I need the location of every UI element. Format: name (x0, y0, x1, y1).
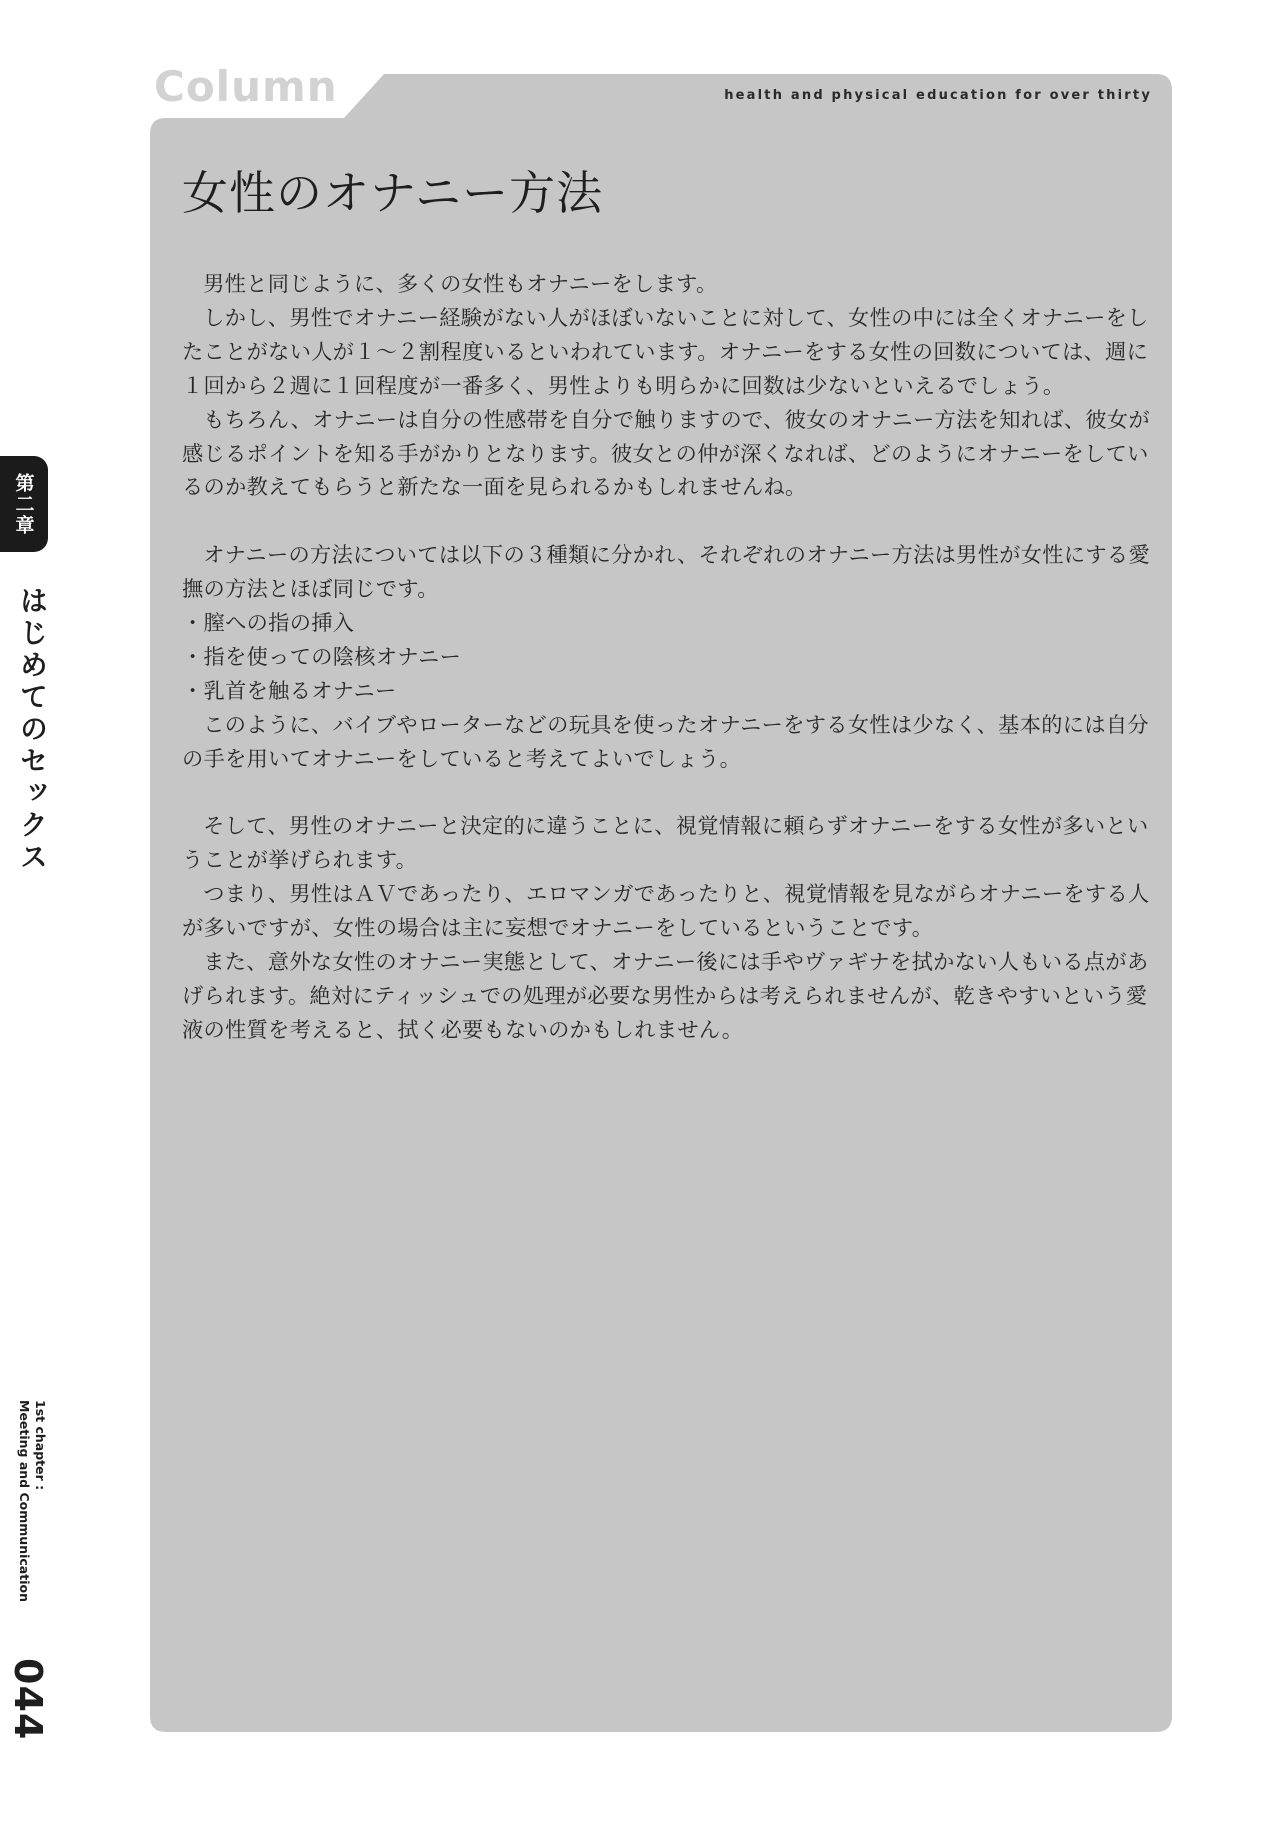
list-item: ・指を使っての陰核オナニー (182, 643, 462, 669)
paragraph: もちろん、オナニーは自分の性感帯を自分で触りますので、彼女のオナニー方法を知れば、彼女が感じるポイントを知る手がかりとなります。彼女との仲が深くなれば、どのようにオナニーをしているのか教えてもらうと新たな一面を見られるかもしれませんね。 (182, 406, 1150, 500)
chapter-tab (0, 456, 48, 552)
paragraph-gap (182, 776, 1152, 810)
article-body (182, 267, 1152, 1047)
paragraph: オナニーの方法については以下の３種類に分かれ、それぞれのオナニー方法は男性が女性にする愛撫の方法とほぼ同じです。 (182, 542, 1150, 602)
column-label: Column (154, 62, 338, 111)
series-subtitle: health and physical education for over thirty (724, 88, 1152, 103)
paragraph: このように、バイブやローターなどの玩具を使ったオナニーをする女性は少なく、基本的には自分の手を用いてオナニーをしていると考えてよいでしょう。 (182, 711, 1149, 771)
paragraph: そして、男性のオナニーと決定的に違うことに、視覚情報に頼らずオナニーをする女性が多いということが挙げられます。 (182, 813, 1149, 873)
page-number: 044 (6, 1658, 50, 1741)
chapter-tab-label: 第二章 (12, 472, 35, 536)
chapter-english-line2: Meeting and Communication (17, 1400, 32, 1602)
paragraph: しかし、男性でオナニー経験がない人がほぼいないことに対して、女性の中には全くオナニーをしたことがない人が１～２割程度いるといわれています。オナニーをする女性の回数については、週に１回から２週に１回程度が一番多く、男性よりも明らかに回数は少ないといえるでしょう。 (182, 304, 1149, 398)
chapter-english-line1: 1st chapter : (33, 1400, 48, 1491)
list-item: ・乳首を触るオナニー (182, 677, 397, 703)
chapter-title: はじめてのセックス (16, 586, 49, 874)
paragraph: 男性と同じように、多くの女性もオナニーをします。 (203, 271, 718, 296)
paragraph: つまり、男性はＡＶであったり、エロマンガであったりと、視覚情報を見ながらオナニーをする人が多いですが、女性の場合は主に妄想でオナニーをしているということです。 (182, 881, 1150, 941)
paragraph: また、意外な女性のオナニー実態として、オナニー後には手やヴァギナを拭かない人もいる点があげられます。絶対にティッシュでの処理が必要な男性からは考えられませんが、乾きやすいという愛液の性質を考えると、拭く必要もないのかもしれません。 (182, 949, 1149, 1042)
chapter-english (16, 1400, 48, 1602)
list-item: ・膣への指の挿入 (182, 610, 355, 636)
paragraph-gap (182, 504, 1152, 538)
article-title: 女性のオナニー方法 (182, 166, 604, 220)
